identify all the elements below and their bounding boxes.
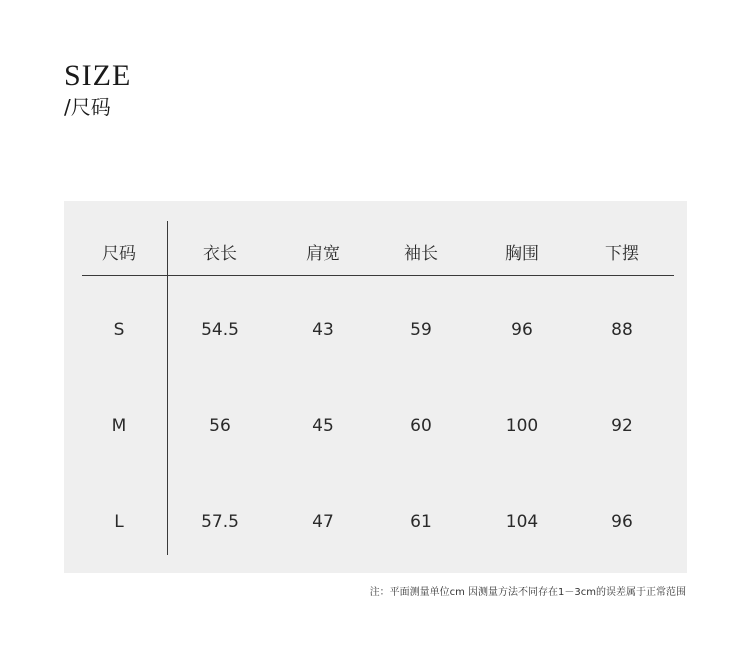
column-divider bbox=[167, 221, 168, 555]
row-l-shoulder: 47 bbox=[312, 512, 334, 532]
size-subtitle: /尺码 bbox=[64, 95, 111, 119]
row-l-size: L bbox=[114, 512, 124, 532]
measurement-note: 注：平面测量单位cm 因测量方法不同存在1－3cm的误差属于正常范围 bbox=[369, 587, 686, 598]
row-l-sleeve: 61 bbox=[410, 512, 432, 532]
row-m-hem: 92 bbox=[611, 416, 633, 436]
header-hem: 下摆 bbox=[605, 244, 639, 264]
header-length: 衣长 bbox=[203, 244, 237, 264]
row-s-sleeve: 59 bbox=[410, 320, 432, 340]
row-s-size: S bbox=[113, 320, 125, 340]
row-m-size: M bbox=[111, 416, 127, 436]
header-divider bbox=[82, 275, 674, 276]
row-m-length: 56 bbox=[209, 416, 231, 436]
row-l-length: 57.5 bbox=[201, 512, 239, 532]
header-shoulder: 肩宽 bbox=[306, 244, 340, 264]
size-table bbox=[64, 201, 687, 573]
header-chest: 胸围 bbox=[505, 244, 539, 264]
header-size: 尺码 bbox=[102, 244, 136, 264]
row-s-shoulder: 43 bbox=[312, 320, 334, 340]
header-sleeve: 袖长 bbox=[404, 244, 438, 264]
row-m-chest: 100 bbox=[505, 416, 539, 436]
row-s-length: 54.5 bbox=[201, 320, 239, 340]
row-s-chest: 96 bbox=[511, 320, 533, 340]
row-l-hem: 96 bbox=[611, 512, 633, 532]
row-s-hem: 88 bbox=[611, 320, 633, 340]
row-m-shoulder: 45 bbox=[312, 416, 334, 436]
row-m-sleeve: 60 bbox=[410, 416, 432, 436]
row-l-chest: 104 bbox=[505, 512, 539, 532]
size-title: SIZE bbox=[64, 59, 132, 92]
